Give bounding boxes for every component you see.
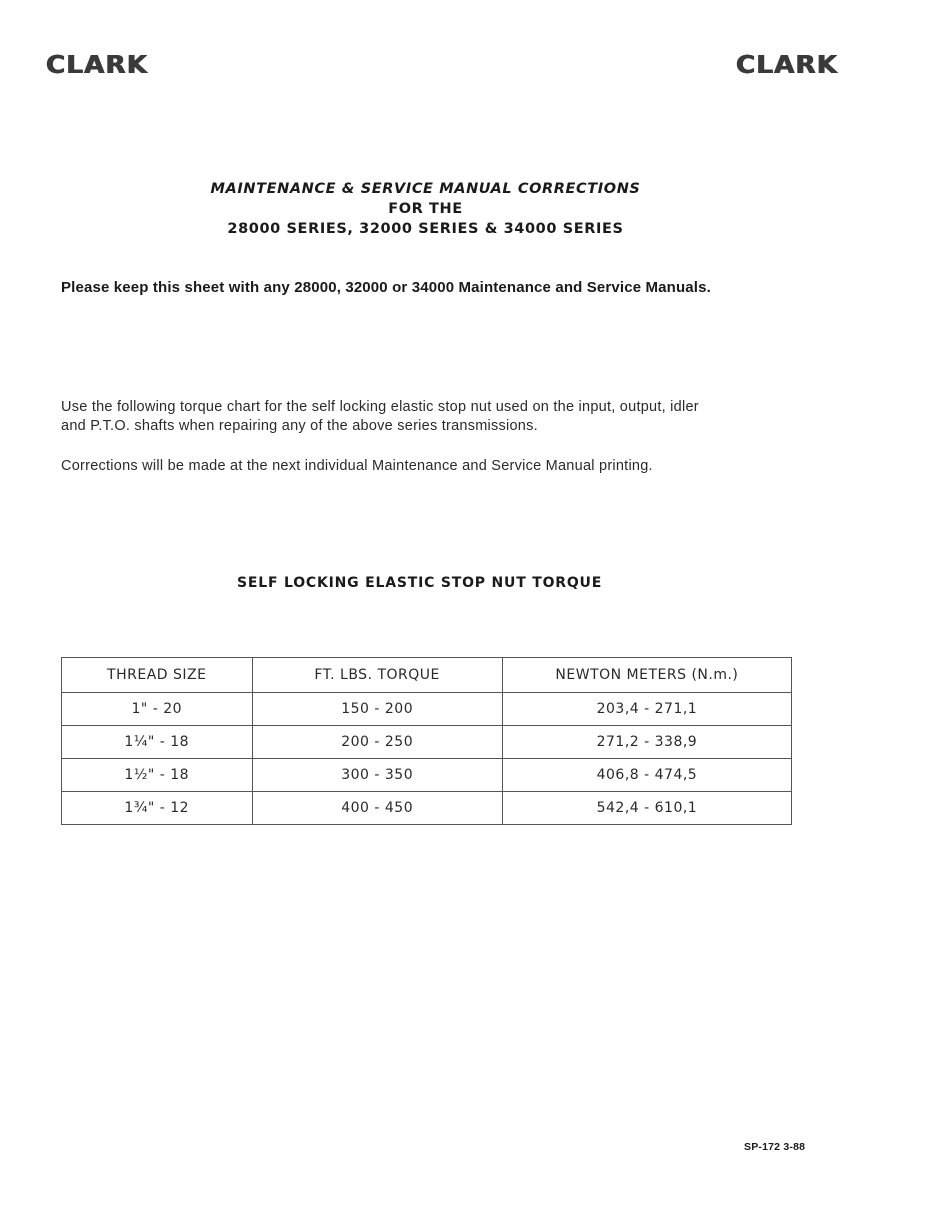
corrections-paragraph: Corrections will be made at the next individual Maintenance and Service Manual printing. xyxy=(61,458,653,474)
clark-logo-right: CLARK xyxy=(736,50,839,79)
instruction-paragraph xyxy=(61,398,821,436)
table-row xyxy=(62,726,792,759)
cell-thread-size: 1" - 20 xyxy=(62,693,253,726)
cell-newton-meters: 203,4 - 271,1 xyxy=(502,693,791,726)
cell-thread-size: 1½" - 18 xyxy=(62,759,253,792)
torque-table xyxy=(61,657,792,825)
header-ft-lbs-torque: FT. LBS. TORQUE xyxy=(252,658,502,693)
cell-ft-lbs: 300 - 350 xyxy=(252,759,502,792)
cell-thread-size: 1¾" - 12 xyxy=(62,792,253,825)
cell-thread-size: 1¼" - 18 xyxy=(62,726,253,759)
cell-newton-meters: 406,8 - 474,5 xyxy=(502,759,791,792)
table-title: SELF LOCKING ELASTIC STOP NUT TORQUE xyxy=(237,575,603,591)
title-line-1: MAINTENANCE & SERVICE MANUAL CORRECTIONS xyxy=(210,181,641,197)
cell-ft-lbs: 150 - 200 xyxy=(252,693,502,726)
document-title xyxy=(0,179,851,239)
table-header-row xyxy=(62,658,792,693)
document-code: SP-172 3-88 xyxy=(744,1141,806,1153)
instruction-line-1: Use the following torque chart for the self locking elastic stop nut used on the input, output, idler xyxy=(61,399,699,415)
header-thread-size: THREAD SIZE xyxy=(62,658,253,693)
title-line-3: 28000 SERIES, 32000 SERIES & 34000 SERIES xyxy=(227,221,624,237)
keep-sheet-note: Please keep this sheet with any 28000, 32000 or 34000 Maintenance and Service Manuals. xyxy=(61,279,711,296)
cell-newton-meters: 271,2 - 338,9 xyxy=(502,726,791,759)
clark-logo-left: CLARK xyxy=(46,50,149,79)
instruction-line-2: and P.T.O. shafts when repairing any of the above series transmissions. xyxy=(61,418,538,434)
table-row xyxy=(62,759,792,792)
header-newton-meters: NEWTON METERS (N.m.) xyxy=(502,658,791,693)
table-row xyxy=(62,693,792,726)
table-row xyxy=(62,792,792,825)
title-line-2: FOR THE xyxy=(388,201,463,217)
cell-ft-lbs: 200 - 250 xyxy=(252,726,502,759)
cell-newton-meters: 542,4 - 610,1 xyxy=(502,792,791,825)
cell-ft-lbs: 400 - 450 xyxy=(252,792,502,825)
